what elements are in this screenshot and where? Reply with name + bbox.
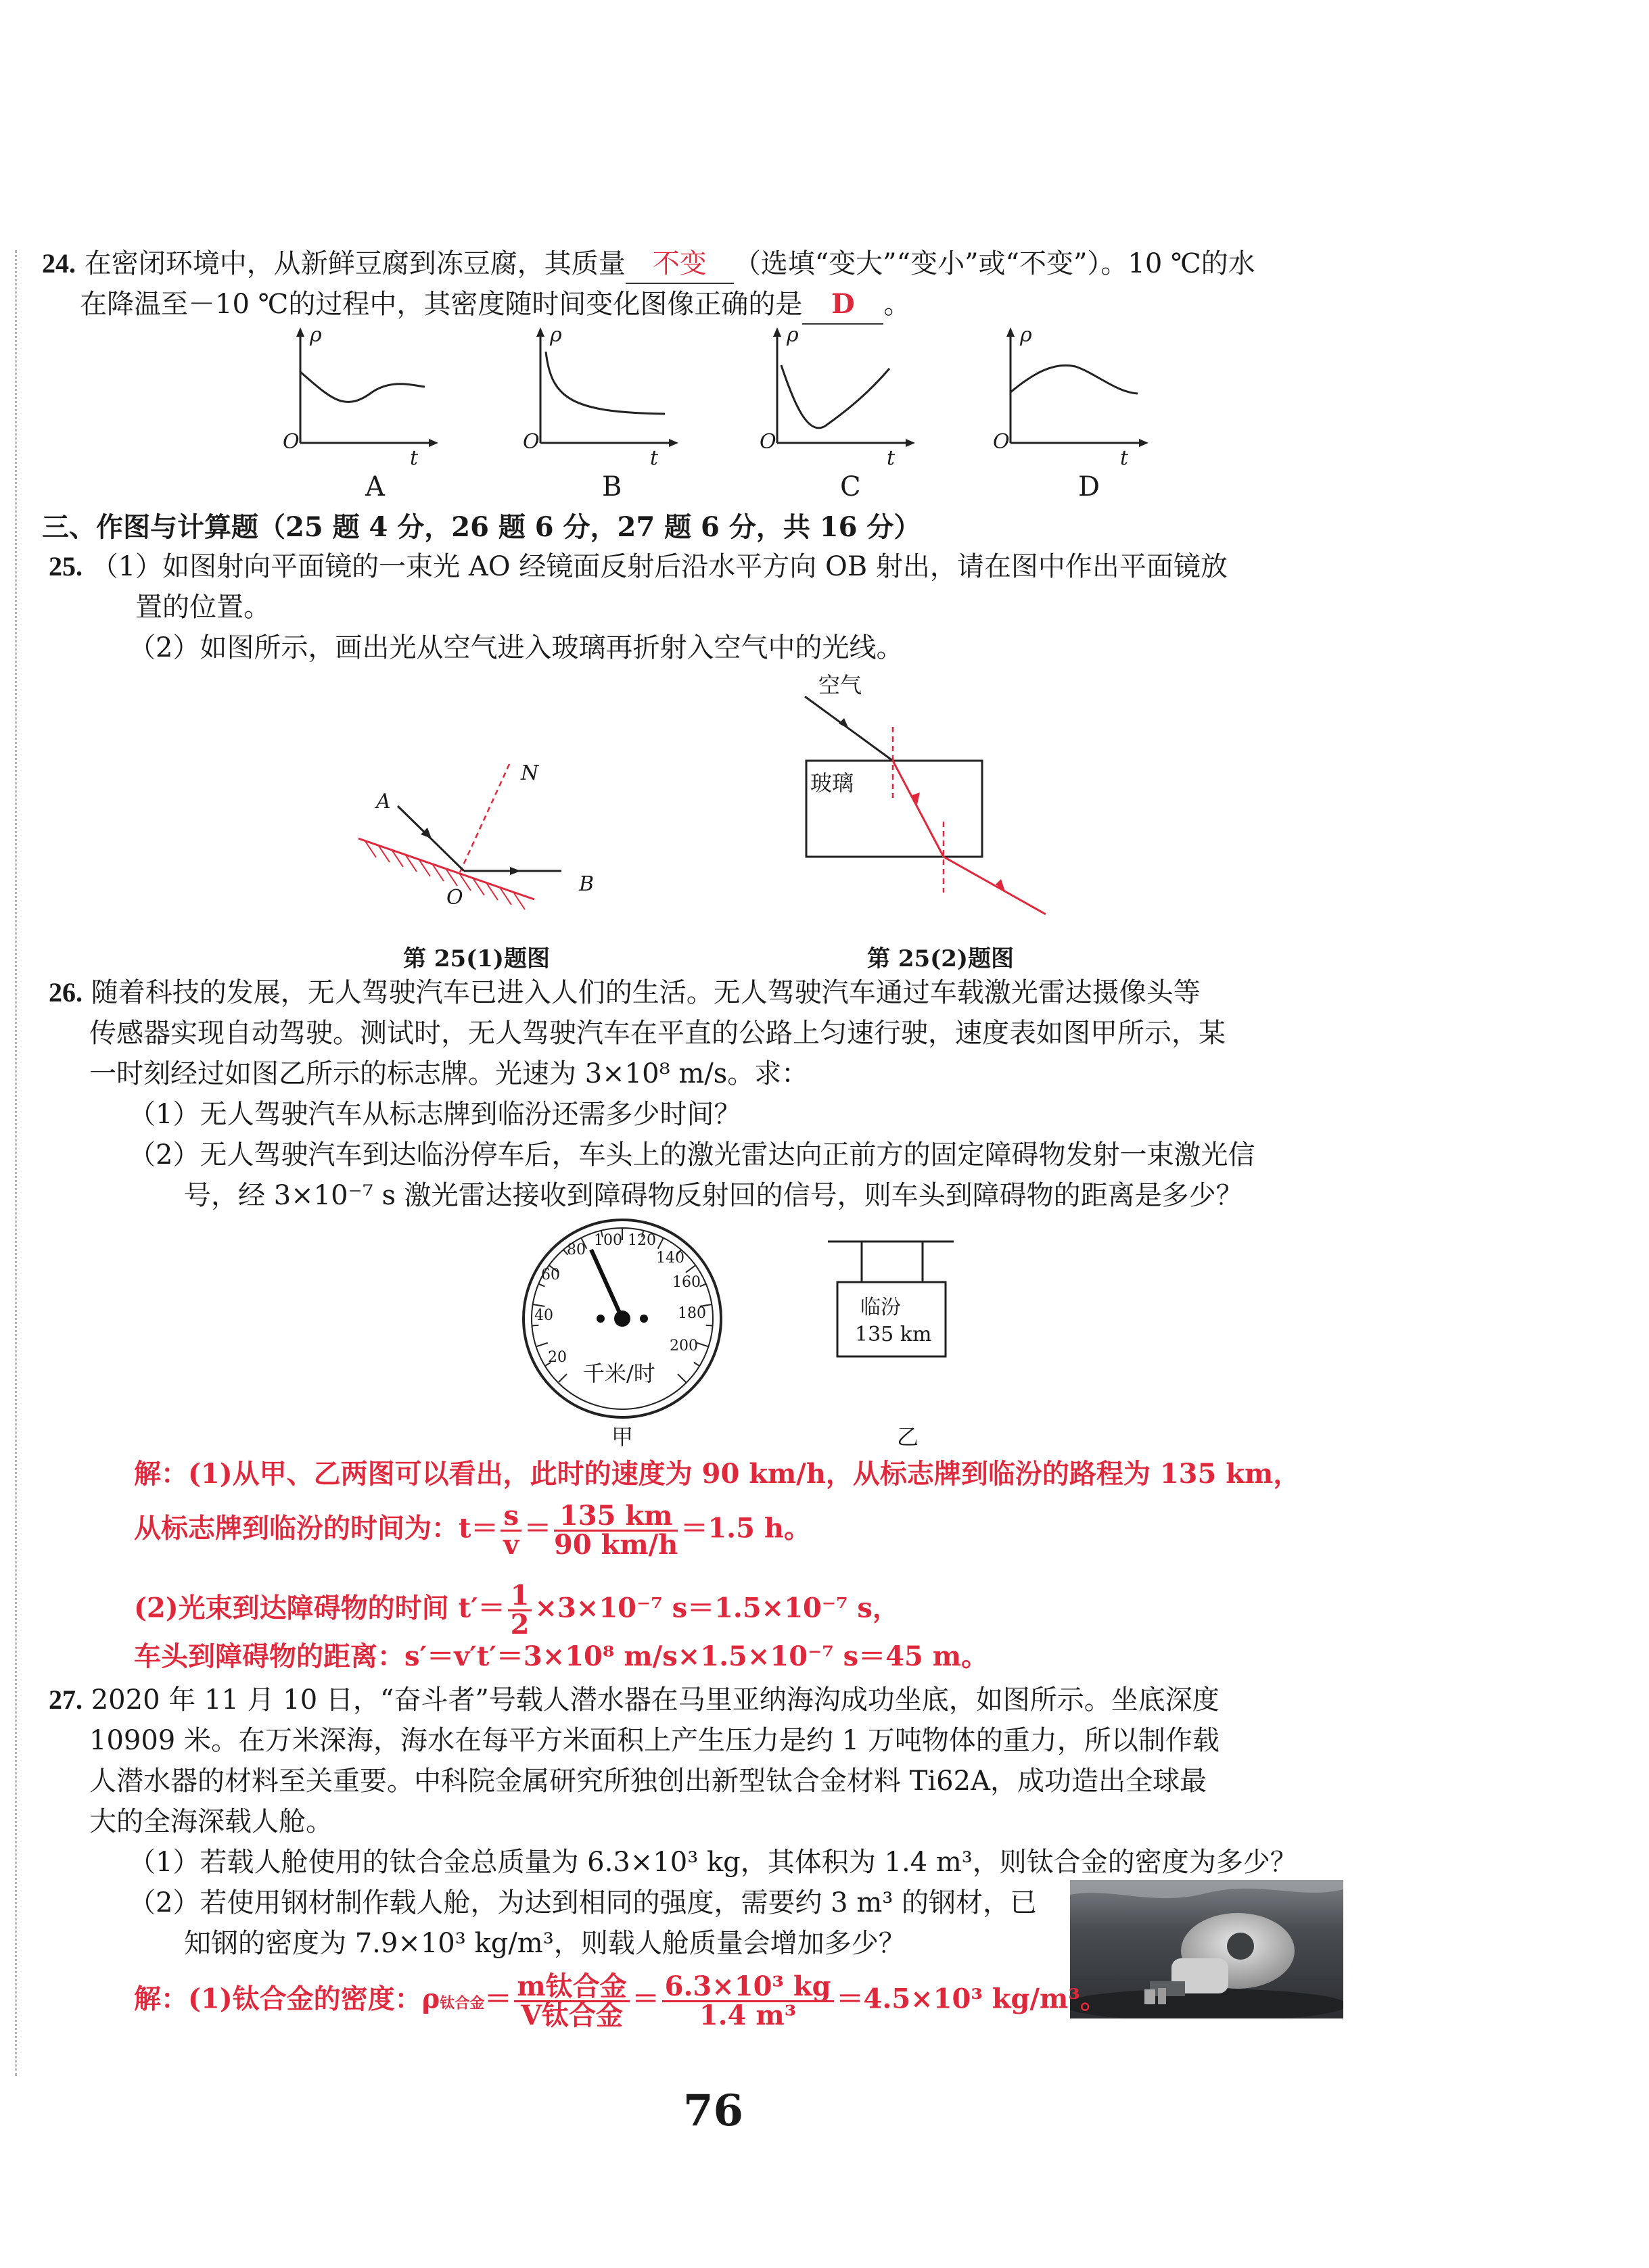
speed-tick-60: 60 xyxy=(541,1267,560,1283)
q27-sol-frac-mv-bottom: V钛合金 xyxy=(520,2000,623,2031)
q26-line3: 一时刻经过如图乙所示的标志牌。光速为 3×10⁸ m/s。求： xyxy=(89,1058,809,1089)
submersible-photo xyxy=(1070,1880,1343,2018)
speed-tick-100: 100 xyxy=(594,1232,622,1249)
q27-line1 xyxy=(49,1681,1220,1719)
q26-sol-frac-sv-bottom: v xyxy=(503,1529,519,1561)
q26-sol-frac-sv-top: s xyxy=(501,1503,521,1532)
graph-b-origin: O xyxy=(523,430,540,454)
page-number: 76 xyxy=(683,2085,744,2136)
graph-d-origin: O xyxy=(993,430,1010,454)
speed-tick-mark xyxy=(706,1325,713,1326)
q26-sol-frac-values-bottom: 90 km/h xyxy=(554,1529,678,1561)
q24-density-graphs xyxy=(271,325,1204,507)
q26-sol-frac-half-bottom: 2 xyxy=(510,1609,530,1640)
speed-tick-160: 160 xyxy=(672,1274,701,1291)
q26-part1: （1）无人驾驶汽车从标志牌到临汾还需多少时间？ xyxy=(129,1099,741,1130)
speed-tick-20: 20 xyxy=(548,1349,567,1366)
speed-tick-mark xyxy=(536,1343,548,1347)
speed-tick-80: 80 xyxy=(567,1242,586,1258)
graph-b-y-label: ρ xyxy=(550,323,562,347)
binding-margin-line xyxy=(15,250,17,2076)
fig25-1-mirror xyxy=(345,751,616,913)
q26-text-1: 随着科技的发展，无人驾驶汽车已进入人们的生活。无人驾驶汽车通过车载激光雷达摄像头等 xyxy=(91,977,1201,1008)
q26-part2-line2: 号，经 3×10⁻⁷ s 激光雷达接收到障碍物反射回的信号，则车头到障碍物的距离是多少？ xyxy=(184,1180,1243,1211)
sign-caption: 乙 xyxy=(897,1424,919,1450)
sign-city: 临汾 xyxy=(860,1296,901,1319)
q26-sol-frac-values-top: 135 km xyxy=(554,1503,678,1532)
q27-line4: 大的全海深载人舱。 xyxy=(89,1806,333,1837)
fig25-2-label-glass: 玻璃 xyxy=(810,770,854,796)
fig25-1-label-b: B xyxy=(579,872,595,896)
q25-part1-text: （1）如图射向平面镜的一束光 AO 经镜面反射后沿水平方向 OB 射出，请在图中作出平面镜放 xyxy=(91,551,1228,582)
q27-number: 27. xyxy=(49,1684,83,1715)
speed-tick-180: 180 xyxy=(678,1305,706,1322)
q26-sol-eq: ＝ xyxy=(524,1512,552,1544)
q27-sol-frac-values-bottom: 1.4 m³ xyxy=(699,2000,797,2031)
q24-text-1a: 在密闭环境中，从新鲜豆腐到冻豆腐，其质量 xyxy=(84,248,626,279)
q26-sol-l3-text: (2)光束到达障碍物的时间 t′＝ xyxy=(134,1592,505,1624)
speed-tick-mark xyxy=(538,1284,544,1287)
speed-tick-mark xyxy=(686,1265,696,1273)
sign-distance: 135 km xyxy=(855,1323,932,1346)
q26-solution-line1: 解：(1)从甲、乙两图可以看出，此时的速度为 90 km/h，从标志牌到临汾的路程为 135 km， xyxy=(134,1458,1301,1490)
speed-tick-120: 120 xyxy=(628,1232,656,1249)
fig25-1-label-a: A xyxy=(376,790,391,813)
q27-sol-text: 解：(1)钛合金的密度：ρ xyxy=(134,1983,440,2015)
q26-part2-line1: （2）无人驾驶汽车到达临汾停车后，车头上的激光雷达向正前方的固定障碍物发射一束激光信 xyxy=(129,1139,1255,1171)
speed-tick-mark xyxy=(694,1363,700,1366)
graph-a-label: A xyxy=(365,471,385,502)
section3-title: 三、作图与计算题（25 题 4 分，26 题 6 分，27 题 6 分，共 16 分） xyxy=(42,511,921,543)
q24-text-1b: （选填“变大”“变小”或“不变”）。10 ℃的水 xyxy=(733,248,1255,279)
q27-solution-line1 xyxy=(134,1970,1107,2031)
q26-sol-l2-result: ＝1.5 h。 xyxy=(680,1512,811,1544)
fig25-2-label-air: 空气 xyxy=(818,672,862,698)
q26-sol-l3-result: ×3×10⁻⁷ s＝1.5×10⁻⁷ s， xyxy=(534,1592,900,1624)
q26-sol-frac-half xyxy=(508,1582,532,1638)
q24-number: 24. xyxy=(42,248,76,279)
graph-b-x-label: t xyxy=(650,446,659,470)
q26-sol-l2-text: 从标志牌到临汾的时间为：t＝ xyxy=(134,1512,498,1544)
graph-d-y-label: ρ xyxy=(1020,323,1032,347)
fig25-2-caption: 第 25(2)题图 xyxy=(867,945,1014,972)
graph-c-origin: O xyxy=(760,430,776,454)
q27-line3: 人潜水器的材料至关重要。中科院金属研究所独创出新型钛合金材料 Ti62A，成功造出全球最 xyxy=(89,1766,1207,1797)
graph-d-label: D xyxy=(1078,471,1100,502)
speed-tick-mark xyxy=(678,1374,687,1383)
speed-tick-mark xyxy=(697,1343,708,1347)
q26-solution-line2 xyxy=(134,1500,811,1561)
fig25-2-glass xyxy=(798,690,1055,920)
speed-tick-140: 140 xyxy=(656,1250,684,1267)
speed-tick-200: 200 xyxy=(670,1338,698,1354)
q24-answer1: 不变 xyxy=(626,245,734,284)
q27-sol-subscript: 钛合金 xyxy=(440,1994,485,2012)
q27-sol-result: ＝4.5×10³ kg/m³。 xyxy=(836,1983,1107,2015)
fig25-1-label-n: N xyxy=(521,761,539,785)
graph-d-x-label: t xyxy=(1120,446,1129,470)
fig25-1-caption: 第 25(1)题图 xyxy=(403,945,550,972)
q26-sol-frac-half-top: 1 xyxy=(508,1582,532,1611)
speed-tick-mark xyxy=(532,1325,538,1326)
q27-part2-line2: 知钢的密度为 7.9×10³ kg/m³，则载人舱质量会增加多少？ xyxy=(184,1928,906,1959)
q24-line2 xyxy=(80,285,910,325)
q24-line1 xyxy=(42,245,1255,284)
q24-answer2: D xyxy=(802,285,883,325)
speed-tick-40: 40 xyxy=(534,1307,553,1324)
graph-c-label: C xyxy=(840,471,861,502)
q25-number: 25. xyxy=(49,551,83,582)
graph-b-label: B xyxy=(602,471,622,502)
graph-a-y-label: ρ xyxy=(310,323,322,347)
q26-sol-frac-sv xyxy=(501,1500,521,1561)
graph-c-y-label: ρ xyxy=(787,323,799,347)
q25-part1-line1 xyxy=(49,548,1228,586)
q26-number: 26. xyxy=(49,977,83,1008)
speedometer-unit: 千米/时 xyxy=(583,1361,655,1386)
q27-line2: 10909 米。在万米深海，海水在每平方米面积上产生压力是约 1 万吨物体的重力，所以制作载 xyxy=(89,1725,1220,1756)
q27-sol-frac-values-top: 6.3×10³ kg xyxy=(662,1973,834,2002)
q26-line2: 传感器实现自动驾驶。测试时，无人驾驶汽车在平直的公路上匀速行驶，速度表如图甲所示，某 xyxy=(89,1018,1226,1049)
q27-sol-eq-2: ＝ xyxy=(632,1983,659,2015)
q24-text-2a: 在降温至－10 ℃的过程中，其密度随时间变化图像正确的是 xyxy=(80,289,803,320)
speedometer-caption: 甲 xyxy=(611,1424,634,1450)
q27-sol-frac-values xyxy=(662,1970,834,2031)
q27-sol-frac-mv xyxy=(514,1970,629,2031)
q27-text-1: 2020 年 11 月 10 日，“奋斗者”号载人潜水器在马里亚纳海沟成功坐底，如图所示。坐底深度 xyxy=(91,1684,1220,1716)
graph-a-x-label: t xyxy=(410,446,419,470)
q26-solution-line3 xyxy=(134,1582,900,1638)
speed-tick-mark xyxy=(658,1238,664,1249)
q24-text-2b: 。 xyxy=(883,289,911,320)
q25-part2: （2）如图所示，画出光从空气进入玻璃再折射入空气中的光线。 xyxy=(129,632,904,663)
fig25-1-label-o: O xyxy=(446,886,463,909)
q26-solution-line4: 车头到障碍物的距离：s′＝v′t′＝3×10⁸ m/s×1.5×10⁻⁷ s＝45 m。 xyxy=(134,1640,989,1672)
q27-sol-eq: ＝ xyxy=(484,1983,512,2015)
q27-part2-line1: （2）若使用钢材制作载人舱，为达到相同的强度，需要约 3 m³ 的钢材，已 xyxy=(129,1887,1038,1918)
q25-part1-line2: 置的位置。 xyxy=(135,592,271,623)
speed-tick-mark xyxy=(533,1304,545,1306)
graph-a-origin: O xyxy=(283,430,300,454)
q26-line1 xyxy=(49,974,1201,1012)
q26-sol-frac-values xyxy=(554,1500,678,1561)
q27-part1: （1）若载人舱使用的钛合金总质量为 6.3×10³ kg，其体积为 1.4 m³，则钛合金的密度为多少？ xyxy=(129,1847,1297,1878)
speed-tick-mark xyxy=(558,1374,567,1383)
graph-c-x-label: t xyxy=(887,446,896,470)
q27-sol-frac-mv-top: m钛合金 xyxy=(514,1973,629,2002)
